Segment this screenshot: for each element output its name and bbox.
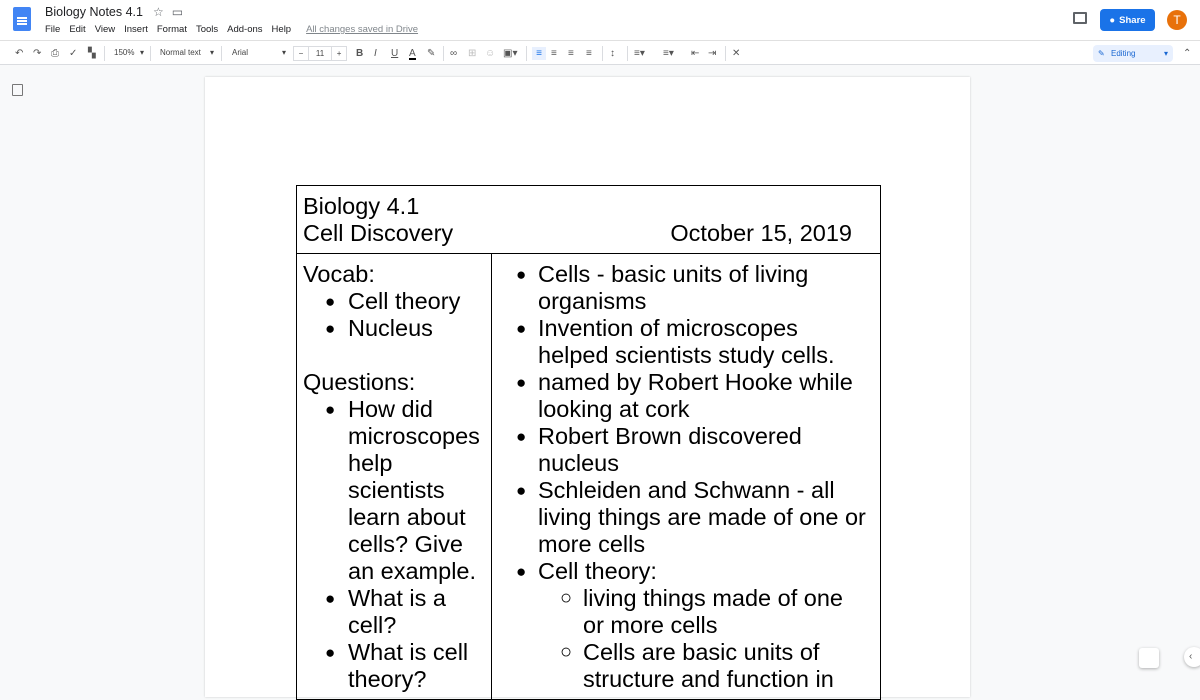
menu-file[interactable]: File [45,24,61,35]
vocab-item: ● Cell theory [303,288,485,315]
document-page[interactable] [205,77,970,697]
add-comment-icon[interactable]: ⊞ [468,48,477,59]
print-icon[interactable]: ⎙ [51,48,59,59]
font-select[interactable]: Arial [232,48,249,57]
menu-insert[interactable]: Insert [124,24,148,35]
show-side-panel-button[interactable]: ‹ [1184,647,1200,667]
question-item: ● What is cell theory? [303,639,485,693]
insert-image-icon[interactable]: ▣▾ [503,48,518,59]
move-folder-icon[interactable]: ▭ [171,5,184,19]
paint-format-icon[interactable]: ▚ [88,48,96,59]
docs-logo-icon[interactable] [13,7,31,31]
sub-note-item: ○ Cells are basic units of structure and function in [538,639,870,693]
right-cell[interactable] [492,254,881,700]
document-title[interactable]: Biology Notes 4.1 [45,5,143,19]
justify-icon[interactable]: ≡ [586,48,592,59]
explore-button[interactable] [1139,648,1159,668]
question-item: ● How did microscopes help scientists learn about cells? Give an example. [303,396,485,585]
note-item: ● Schleiden and Schwann - all living things are made of one or more cells [498,477,870,558]
increase-indent-icon[interactable]: ⇥ [708,48,717,59]
vocab-item: ● Nucleus [303,315,485,342]
emoji-icon[interactable]: ☺ [485,48,496,59]
italic-button[interactable]: I [374,48,377,59]
notes-table [296,185,881,700]
title-bar [0,0,1200,40]
style-select[interactable]: Normal text [160,48,201,57]
person-icon: ● [1109,14,1116,26]
align-center-icon[interactable]: ≡ [551,48,557,59]
menu-tools[interactable]: Tools [195,24,219,35]
numbered-list-icon[interactable]: ≡▾ [634,48,645,59]
chevron-down-icon: ▾ [140,48,145,57]
align-left-icon[interactable]: ≡ [532,47,546,60]
questions-heading: Questions: [303,369,416,395]
note-text: Cell theory: [538,558,657,584]
menu-help[interactable]: Help [271,24,292,35]
pencil-icon: ✎ [1098,49,1105,58]
vocab-heading: Vocab: [303,261,375,287]
note-item: ● Invention of microscopes helped scientists study cells. [498,315,870,369]
sub-note-item: ○ living things made of one or more cells [538,585,870,639]
menu-edit[interactable]: Edit [69,24,86,35]
spellcheck-icon[interactable]: ✓ [69,48,78,59]
save-status[interactable]: All changes saved in Drive [306,24,419,35]
note-item: ● named by Robert Hooke while looking at cork [498,369,870,423]
bulleted-list-icon[interactable]: ≡▾ [663,48,674,59]
undo-icon[interactable]: ↶ [15,48,24,59]
doc-date: October 15, 2019 [670,220,852,246]
note-item [498,558,870,693]
align-right-icon[interactable]: ≡ [568,48,574,59]
menu-addons[interactable]: Add-ons [227,24,263,35]
star-icon[interactable]: ☆ [152,5,164,19]
bold-button[interactable]: B [356,48,364,59]
increase-font-size-button[interactable]: + [336,49,342,58]
underline-button[interactable]: U [391,48,399,59]
font-size-stepper[interactable] [293,46,347,61]
redo-icon[interactable]: ↷ [33,48,42,59]
editing-mode-select[interactable] [1093,45,1173,62]
decrease-font-size-button[interactable]: − [298,49,304,58]
left-cell[interactable] [297,254,492,700]
line-spacing-icon[interactable]: ↕ [610,48,615,59]
note-item: ● Robert Brown discovered nucleus [498,423,870,477]
chevron-down-icon: ▾ [210,48,215,57]
chevron-down-icon: ▾ [282,48,287,57]
doc-title: Biology 4.1 [303,193,420,219]
menu-bar [45,24,418,35]
editing-mode-label: Editing [1111,49,1136,58]
doc-subtitle: Cell Discovery [303,220,454,246]
menu-format[interactable]: Format [156,24,187,35]
highlight-icon[interactable]: ✎ [427,48,436,59]
note-item: ● Cells - basic units of living organisms [498,261,870,315]
share-button[interactable] [1100,9,1155,31]
document-outline-icon[interactable] [12,84,23,96]
comment-history-icon[interactable] [1073,12,1087,24]
share-label: Share [1119,14,1146,26]
header-cell[interactable] [297,186,881,254]
collapse-menus-icon[interactable]: ⌃ [1183,48,1192,59]
menu-view[interactable]: View [94,24,116,35]
text-color-button[interactable]: A [409,48,416,59]
chevron-down-icon: ▾ [1163,49,1168,58]
avatar[interactable]: T [1167,10,1187,30]
font-size-input[interactable]: 11 [308,47,332,60]
decrease-indent-icon[interactable]: ⇤ [691,48,700,59]
zoom-select[interactable]: 150% [114,48,135,57]
clear-formatting-icon[interactable]: ✕ [732,48,741,59]
question-item: ● What is a cell? [303,585,485,639]
toolbar [0,40,1200,65]
link-icon[interactable]: ∞ [450,48,458,59]
